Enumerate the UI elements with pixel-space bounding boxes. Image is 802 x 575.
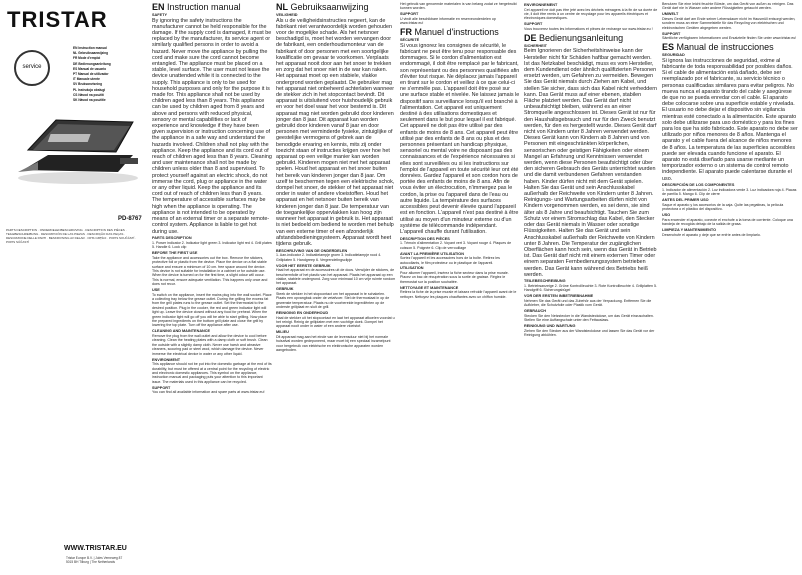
section-title: DESCRIPCIÓN DE LOS COMPONENTES — [662, 183, 735, 188]
section-title: ENVIRONNEMENT — [524, 3, 558, 7]
section-text: Cet appareil ne doit pas être jeté avec les déchets ménagers à la fin de sa durée de vie, il doit être remis à un centre de recyclage pour les appareils électriques et électroniques domestiques. — [524, 7, 658, 21]
section-title: USO — [662, 213, 671, 218]
section-title: USE — [152, 288, 160, 293]
section-title: VEILIGHEID — [276, 13, 298, 17]
section-title: LIMPIEZA Y MANTENIMIENTO — [662, 228, 717, 232]
language-item: PT Manual de utilizador — [73, 72, 109, 77]
section-title: VOOR HET EERSTE GEBRUIK — [276, 263, 331, 268]
language-item: SV Bruksanvisning — [73, 82, 103, 87]
section-text: Retirez la fiche de la prise murale et laissez refroidir l'appareil avant de le nettoyer. Nettoyez les plaques chauffantes avec un chiffon humide. — [400, 290, 517, 299]
section-title: REINIGUNG UND WARTUNG — [524, 324, 576, 329]
section-title: SICHERHEIT — [524, 43, 547, 48]
section-title: ENVIRONMENT — [152, 357, 181, 362]
section-title: GEBRUIK — [276, 287, 294, 292]
section-title: AVANT LA PREMIÈRE UTILISATION — [400, 251, 464, 256]
section-title: DESCRIPTION DES PIÈCES — [400, 236, 450, 241]
section-text: Vous trouverez toutes les informations et pièces de rechange sur www.tristar.eu ! — [524, 26, 653, 31]
language-item: ES Manual de usuario — [73, 66, 107, 71]
section-title: ANTES DEL PRIMER USO — [662, 198, 709, 203]
language-item: CS Návod na použití — [73, 92, 104, 97]
section-text: Pour allumer l'appareil, insérez la fiche secteur dans la prise murale. Placez un bac de récupération sous la sortie de graisse. Réglez le thermostat sur la position souhaitée. — [400, 271, 509, 284]
section-text: Haal de stekker uit het stopcontact en laat het apparaat afkoelen voordat u het reinigt. Reinig de grillplaten met een vochtige doek. Dompel het apparaat nooit onder in water of een andere vloeistof. — [276, 315, 395, 329]
section-text: 1. Betriebsanzeige 2. Grüne Kontrollleuchte 3. Rote Kontrollleuchte 4. Grillplatten 5. Handgriff 6. Sicherungsbügel — [524, 284, 658, 293]
section-text: Stecken Sie den Netzstecker in die Wandsteckdose, um das Gerät einzuschalten. Stellen Sie eine Auffangschale unter den Fettauslass. — [524, 313, 654, 323]
section-text: Dieses Gerät darf am Ende seiner Lebensdauer nicht im Hausmüll entsorgt werden, sondern muss an einer Sammelstelle für das Recycling von elektrischen und elektronischen Geräten abgegeben werden. — [662, 16, 796, 30]
section-title: TEILEBESCHREIBUNG — [524, 279, 566, 284]
section-text: Take the appliance and accessories out the box. Remove the stickers, protective foil or plastic from the device. Place the device on a flat stable surface and ensure a minimum of 10 cm. free space around the device. This device is not suitable for installation in a cabinet or for outside use. When the device is turned on for the first time, a slight odour will occur. This is normal, ensure adequate ventilation. This happens only once and does not recur. — [152, 255, 268, 287]
language-item: NL Gebruiksaanwijzing — [73, 51, 109, 56]
section-title: SAFETY — [152, 13, 167, 17]
product-code: PD-8767 — [118, 216, 142, 222]
language-item: SK Návod na použitie — [73, 98, 106, 103]
section-title: BEFORE THE FIRST USE — [152, 251, 198, 256]
section-title: GEBRAUCH — [524, 309, 546, 314]
section-heading: NL Gebruiksaanwijzing — [276, 2, 369, 12]
section-heading: EN Instruction manual — [152, 2, 241, 12]
website-link[interactable]: WWW.TRISTAR.EU — [64, 545, 127, 552]
section-title: SUPPORT — [400, 12, 419, 17]
section-text: You can find all available information and spare parts at www.tristar.eu! — [152, 390, 265, 395]
section-title: NETTOYAGE ET MAINTENANCE — [400, 285, 459, 290]
section-text: 1. Témoin d'alimentation 2. Voyant vert 3. Voyant rouge 4. Plaques de cuisson 5. Poignée 6. Clip de verrouillage — [400, 241, 512, 250]
parts-legal-text: PARTS DESCRIPTION · ONDERDELENBESCHRIJVING · DESCRIPTION DES PIÈCES · TEILEBESCHREIBUNG · DESCRIPCIÓN DE LAS PIEZAS · DESCRIÇÃO DAS PEÇAS · DESCRIZIONE DELLE PARTI · BESKRIVNING AV DELAR · OPIS CZĘŚCI · POPIS SOUČÁSTÍ · POPIS SÚČASTÍ — [6, 228, 137, 244]
language-list — [73, 46, 111, 103]
section-title: VOR DER ERSTEN INBETRIEBNAHME — [524, 294, 594, 299]
service-badge-icon: service — [14, 50, 50, 86]
section-text: Para encender el aparato, conecte el enchufe a la toma de corriente. Coloque una bandeja de recogida debajo de la salida de grasa. — [662, 217, 793, 227]
section-text: Steek de stekker in het stopcontact om het apparaat in te schakelen. Plaats een opvangbak onder de vetafvoer. Stel de thermostaat in op de gewenste temperatuur. Plaats nu de voorbereide ingrediënten op de onderste grillplaat en sluit de grill. — [276, 291, 390, 310]
section-text: Si vous ignorez les consignes de sécurité, le fabricant ne peut être tenu pour responsable des dommages. Si le cordon d'alimentation est endommagé, il doit être remplacé par le fabricant, son représentant ou des personnes qualifiées afin d'éviter tout risque. Ne déplacez jamais l'appareil en tirant sur le cordon et veillez à ce que celui-ci ne s'emmêle pas. L'appareil doit être posé sur une surface stable et nivelée. Ne laissez jamais le dispositif sans surveillance lorsqu'il est branché à l'alimentation. Cet appareil est uniquement destiné à des utilisations domestiques et seulement dans le but pour lequel il est fabriqué. Cet appareil ne doit pas être utilisé par des enfants de moins de 8 ans. Cet appareil peut être utilisé par des enfants de 8 ans ou plus et des personnes présentant un handicap physique, sensoriel ou mental voire ne disposant pas des connaissances et de l'expérience nécessaires si elles sont surveillées ou si les instructions sur l'emploi de l'appareil en toute sécurité leur ont été données. Gardez l'appareil et son cordon hors de portée des enfants de moins de 8 ans. Afin de vous éviter un électrocution, n'immergez pas le cordon, la prise ou l'appareil dans de l'eau ou autre liquide. La température des surfaces accessibles peut devenir élevée quand l'appareil est en fonction. L'appareil n'est pas destiné à être utilisé au moyen d'un minuteur externe ou d'un système de télécommande indépendant. L'appareil chauffe durant l'utilisation. — [400, 42, 520, 235]
section-title: BESCHRIJVING VAN DE ONDERDELEN — [276, 248, 348, 253]
section-text: Remove the plug from the wall outlet and allow the device to cool before cleaning. Clean the heating plates with a damp cloth or soft brush. Clean the outside with a slightly damp cloth. Never use harsh and abrasive cleaners, scouring pad or steel wool, which damage the device. Never immerse the electrical device in water or any other liquid. — [152, 333, 268, 356]
section-text: This appliance should not be put into the domestic garbage at the end of its durability, but must be offered at a central point for the recycling of electric and electronic domestic appliances. This symbol on the appliance, instruction manual and packaging puts your attention to this important issue. The materials used in this appliance can be recycled. — [152, 362, 272, 384]
section-heading: DE Bedienungsanleitung — [524, 32, 624, 43]
section-heading: FR Manuel d'instructions — [400, 27, 499, 38]
section-text: Dit apparaat mag aan het einde van de levensduur niet bij het normale huisafval worden gedeponeerd, maar moet bij een speciaal inzamelpunt voor hergebruik van elektrische en elektronische apparaten worden aangeboden. — [276, 334, 391, 353]
column-en — [152, 2, 272, 572]
section-text: 1. Indicador de alimentación 2. Luz indicadora verde 3. Luz indicadora roja 4. Placas de parrilla 5. Mango 6. Clip de cierre — [662, 187, 797, 197]
language-item: FR Mode d'emploi — [73, 56, 101, 61]
section-text: Sortez l'appareil et les accessoires hors de la boîte. Retirez les autocollants, le film protecteur ou le plastique de l'appareil. — [400, 256, 500, 265]
section-title: UMWELT — [662, 12, 679, 17]
contact-grill-illustration — [8, 100, 143, 190]
intro-text: Benutzen Sie eine leicht feuchte Bürste, um das Gerät von außen zu reinigen. Das Gerät darf nie in Wasser oder andere Flüssigkeiten getaucht werden. — [662, 2, 794, 11]
section-text: Nehmen Sie das Gerät und das Zubehör aus der Verpackung. Entfernen Sie die Aufkleber, die Schutzfolie oder Plastik vom Gerät. — [524, 298, 652, 308]
language-item: EN Instruction manual — [73, 46, 107, 50]
section-title: UTILISATION — [400, 266, 424, 271]
section-text: Ziehen Sie den Stecker aus der Wandsteckdose und lassen Sie das Gerät vor der Reinigung abkühlen. — [524, 328, 655, 338]
section-title: SUPPORT — [152, 385, 171, 390]
section-heading: ES Manual de instrucciones — [662, 42, 774, 53]
column-de — [524, 2, 658, 572]
section-text: Si ignora las instrucciones de seguridad, exime al fabricante de toda responsabilidad por posibles daños. Si el cable de alimentación está dañado, debe ser reemplazado por el fabricante, su servicio técnico o personas cualificadas similares para evitar peligros. No mueva nunca el aparato tirando del cable y asegúrese de que no se pueda enredar con el cable. El aparato debe colocarse sobre una superficie estable y nivelada. El usuario no debe dejar el dispositivo sin vigilancia mientras esté conectado a la alimentación. Este aparato solo debe utilizarse para uso doméstico y para los fines para los que ha sido fabricado. Este aparato no debe ser utilizado por niños menores de 8 años. Mantenga el aparato y el cable fuera del alcance de niños menores de 8 años. La temperatura de las superficies accesibles puede ser elevada cuando funcione el aparato. El aparato no está diseñado para usarse mediante un temporizador externo o un sistema de control remoto independiente. El aparato puede calentarse durante el uso. — [662, 57, 798, 182]
section-title: PARTS DESCRIPTION — [152, 236, 192, 241]
section-text: By ignoring the safety instructions the manufacturer cannot be held responsible for the damage. If the supply cord is damaged, it must be replaced by the manufacturer, its service agent or similarly qualified persons in order to avoid a hazard. Never move the appliance by pulling the cord and make sure the cord cannot become entangled. The appliance must be placed on a stable, level surface. The user must not leave the device unattended while it is connected to the supply. This appliance is only to be used for household purposes and only for the purpose it is made for. This appliance shall not be used by children aged less than 8 years. This appliance can be used by children aged from 8 years and above and persons with reduced physical, sensory or mental capabilities or lack of experience and knowledge if they have been given supervision or instruction concerning use of the appliance in a safe way and understand the hazards involved. Children shall not play with the appliance. Keep the appliance and its cord out of reach of children aged less than 8 years. Cleaning and user maintenance shall not be made by children unless older than 8 and supervised. To protect yourself against an electric shock, do not immerse the cord, plug or appliance in the water or any other liquid. Keep the appliance and its cord out of reach of children less than 8 years. The temperature of accessible surfaces may be high when the appliance is operating. The appliance is not intended to be operated by means of an external timer or a separate remote-control system. Appliance is liable to get hot during use. — [152, 17, 272, 235]
section-title: REINIGING EN ONDERHOUD — [276, 310, 329, 315]
company-address: Tristar Europe B.V. | Jules Verneweg 87 5015 BH Tilburg | The Netherlands — [66, 556, 123, 564]
section-title: SUPPORT — [524, 22, 543, 27]
language-item: PL Instrukcja obsługi — [73, 87, 106, 92]
section-text: Sämtliche verfügbaren Informationen und Ersatzteile finden Sie unter www.tristar.eu! — [662, 36, 797, 41]
section-title: SEGURIDAD — [662, 53, 685, 58]
language-item: DE Bedienungsanleitung — [73, 61, 111, 66]
section-title: MILIEU — [276, 330, 289, 335]
section-text: Beim Ignorieren der Sicherheitshinweise kann der Hersteller nicht für Schäden haftbar gemacht werden. Ist das Netzkabel beschädigt, muss es vom Hersteller, dem Kundendienst oder ähnlich qualifizierten Personen ersetzt werden, um Gefahren zu vermeiden. Bewegen Sie das Gerät niemals durch Ziehen am Kabel, und stellen Sie sicher, dass sich das Kabel nicht verheddern kann. Das Gerät muss auf einer ebenen, stabilen Fläche platziert werden. Das Gerät darf nicht unbeaufsichtigt bleiben, während es an einer Stromquelle angeschlossen ist. Dieses Gerät ist nur für den Haushaltsgebrauch und nur für den Zweck benutzt werden, für den es hergestellt wurde. Dieses Gerät darf nicht von Kindern unter 8 Jahren verwendet werden. Dieses Gerät kann von Kindern ab 8 Jahren und von Personen mit eingeschränkten körperlichen, sensorischen oder geistigen Fähigkeiten oder einem Mangel an Erfahrung und Kenntnissen verwendet werden, wenn diese Personen beaufsichtigt oder über den sicheren Gebrauch des Geräts unterrichtet wurden und die damit verbundenen Gefahren verstanden haben. Kinder dürfen nicht mit dem Gerät spielen. Halten Sie das Gerät und sein Anschlusskabel außerhalb der Reichweite von Kindern unter 8 Jahren. Reinigungs- und Wartungsarbeiten dürfen nicht von Kindern vorgenommen werden, es sei denn, sie sind älter als 8 Jahre und beaufsichtigt. Tauchen Sie zum Schutz vor einem Stromschlag das Kabel, den Stecker oder das Gerät niemals in Wasser oder sonstige Flüssigkeiten. Halten Sie das Gerät und sein Anschlusskabel außerhalb der Reichweite von Kindern unter 8 Jahren. Die Temperatur der zugänglichen Oberflächen kann hoch sein, wenn das Gerät in Betrieb ist. Das Gerät darf nicht mit einem externen Timer oder einem separaten Fernbedienungssystem betrieben werden. Das Gerät kann während des Betriebs heiß werden. — [524, 48, 658, 278]
section-title: SUPPORT — [662, 31, 681, 36]
brand-logo: TRISTAR — [7, 7, 108, 32]
section-text: Desenchufe el aparato y deje que se enfríe antes de limpiarlo. — [662, 232, 761, 237]
section-text: 1. Power indicator 2. Indicator light green 3. Indicator light red 4. Grill plates 5. Handle 6. Lock clip — [152, 240, 272, 250]
section-title: CLEANING AND MAINTENANCE — [152, 329, 211, 334]
cover-panel — [0, 0, 148, 575]
column-es — [662, 2, 798, 572]
column-nl — [276, 2, 396, 572]
language-item: IT Manuale utente — [73, 77, 100, 82]
section-title: SÉCURITÉ — [400, 38, 420, 43]
section-text: Haal het apparaat en de accessoires uit de doos. Verwijder de stickers, de beschermfolie of het plastic van het apparaat. Plaats het apparaat op een vlakke, stabiele ondergrond. Zorg voor minimaal 10 cm vrije ruimte rondom het apparaat. — [276, 268, 396, 286]
section-text: Als u de veiligheidsinstructies negeert, kan de fabrikant niet verantwoordelijk worden gehouden voor de mogelijke schade. Als het netsnoer beschadigd is, moet het worden vervangen door de fabrikant, een onderhoudsmonteur van de fabrikant of door personen met een soortgelijke kwalificatie om gevaar te voorkomen. Verplaats het apparaat nooit door aan het snoer te trekken en zorg dat het snoer niet in de war kan raken. Het apparaat moet op een stabiele, vlakke ondergrond worden geplaatst. De gebruiker mag het apparaat niet onbeheerd achterlaten wanneer de stekker zich in het stopcontact bevindt. Dit apparaat is uitsluitend voor huishoudelijk gebruik en voor het doel waar het voor bestemd is. Dit apparaat mag niet worden gebruikt door kinderen jonger dan 8 jaar. Dit apparaat kan worden gebruikt door kinderen vanaf 8 jaar en door personen met verminderde fysieke, zintuiglijke of geestelijke vermogens of gebrek aan de benodigde ervaring en kennis, mits zij onder toezicht staan of instructies krijgen over hoe het apparaat op een veilige manier kan worden gebruikt. Kinderen mogen niet met het apparaat spelen. Houd het apparaat en het snoer buiten het bereik van kinderen jonger dan 8 jaar. Om uzelf te beschermen tegen een elektrische schok, dompel het snoer, de stekker of het apparaat niet onder in water of andere vloeistoffen. Houd het apparaat en het netsnoer buiten bereik van kinderen jonger dan 8 jaar. De temperatuur van de toegankelijke oppervlakken kan hoog zijn wanneer het apparaat in gebruik is. Het apparaat is niet bedoeld om bediend te worden met behulp van een externe timer of een afzonderlijk afstandsbedieningsysteem. Apparaat wordt heet tijdens gebruik. — [276, 17, 395, 247]
column-fr — [400, 2, 520, 572]
section-text: Saque el aparato y los accesorios de la caja. Quite las pegatinas, la película protectora o el plástico del dispositivo. — [662, 202, 784, 212]
section-text: 1. Aan-indicator 2. Indicatielampje groen 3. Indicatielampje rood 4. Grillplaten 5. Handgreep 6. Vergrendelingsclipje — [276, 253, 382, 262]
intro-text: Het gebruik van genoemde materialen is van belang zodat ze hergebruikt kunnen worden. — [400, 2, 517, 11]
section-text: To switch on the appliance, insert the mains plug into the wall socket. Place a collecting tray below the grease outlet. During the grilling the excess fat from the grill plates runs to the grease outlet. Set the thermostat to the desired position. Plug in the cooker, the red and green indicator light will light up. Leave the device closed without any food for preheat. When the green indicator light will go off you will be able to start grilling. Now place the prepared ingredients on the bottom grill plate and close the grill by lowering the top plate. Turn off the appliance after use. — [152, 292, 272, 328]
section-text: U vindt alle beschikbare informatie en reserveonderdelen op www.tristar.eu! — [400, 16, 496, 26]
